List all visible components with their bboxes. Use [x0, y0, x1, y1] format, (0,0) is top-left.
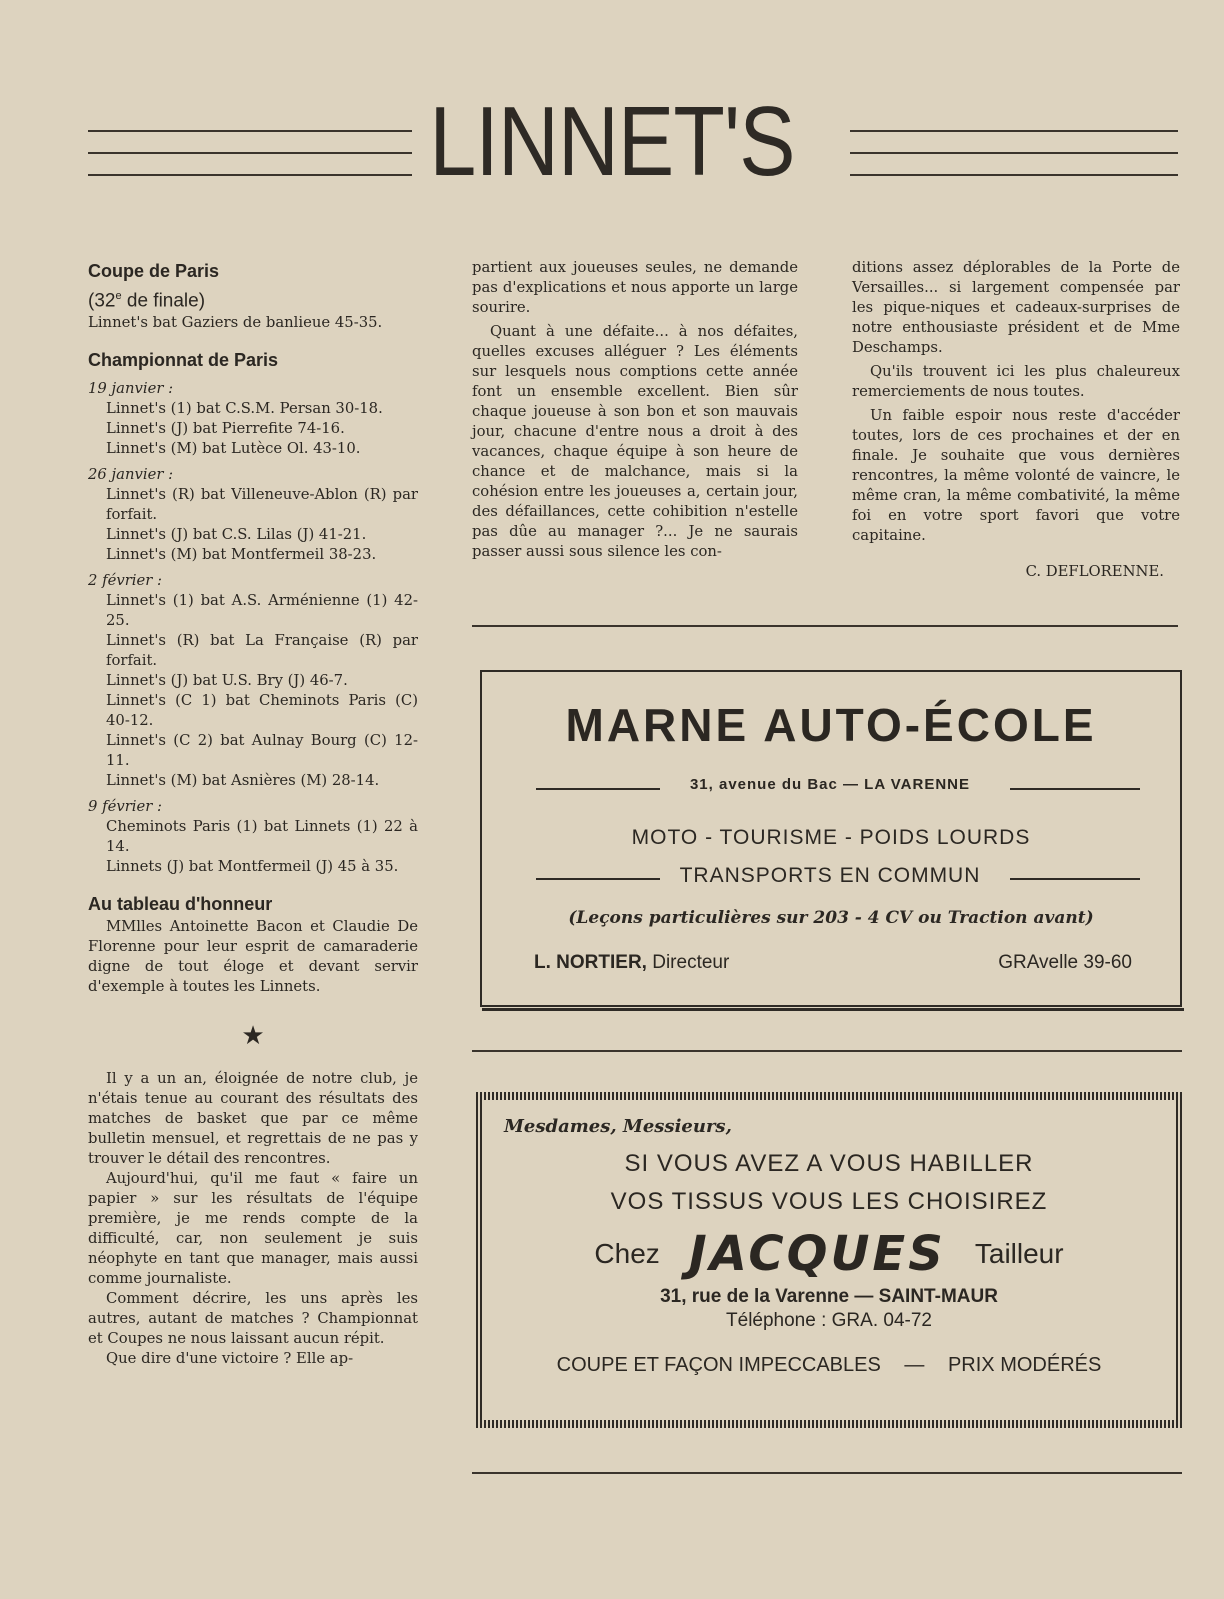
match-result: Linnet's (R) bat Villeneuve-Ablon (R) par forfait. — [106, 486, 418, 524]
match-result: Linnet's (R) bat La Française (R) par forfait. — [106, 632, 418, 670]
results-column — [88, 258, 418, 1369]
article-paragraph: Aujourd'hui, qu'il me faut « faire un papier » sur les résultats de l'équipe première, je me rends compte de la difficulté, car, non seulement je suis néophyte en tant que manager, mais aussi comme journaliste. — [88, 1170, 418, 1288]
match-result: Linnet's (M) bat Montfermeil 38-23. — [106, 546, 377, 564]
ad-marne-phone: GRAvelle 39-60 — [998, 952, 1132, 973]
ad-marne-line1: MOTO - TOURISME - POIDS LOURDS — [631, 826, 1031, 849]
ad-rule — [1010, 878, 1140, 880]
match-result: Linnet's (J) bat Pierrefite 74-16. — [106, 420, 345, 438]
ad-marne-line2: TRANSPORTS EN COMMUN — [679, 864, 981, 887]
match-result: Cheminots Paris (1) bat Linnets (1) 22 à 14. — [106, 818, 418, 856]
coupe-round: (32e de finale) — [88, 290, 206, 312]
match-result: Linnet's (M) bat Lutèce Ol. 43-10. — [106, 440, 361, 458]
divider — [472, 1472, 1182, 1474]
ad-jacques-address: 31, rue de la Varenne — SAINT-MAUR — [660, 1286, 998, 1307]
article-paragraph: Que dire d'une victoire ? Elle ap- — [106, 1350, 354, 1368]
match-result: Linnet's (J) bat U.S. Bry (J) 46-7. — [106, 672, 348, 690]
ad-rule — [536, 878, 660, 880]
coupe-result: Linnet's bat Gaziers de banlieue 45-35. — [88, 314, 383, 332]
article-paragraph: Comment décrire, les uns après les autres, autant de matches ? Championnat et Coupes ne nous laissant aucun répit. — [88, 1290, 418, 1348]
masthead-rule — [850, 152, 1178, 154]
match-date: 19 janvier : — [88, 380, 174, 398]
ad-jacques-trade: Tailleur — [974, 1238, 1064, 1269]
star-icon: ★ — [241, 1021, 265, 1052]
ad-jacques-line2: VOS TISSUS VOUS LES CHOISIREZ — [610, 1188, 1048, 1215]
article-col1 — [88, 1069, 418, 1369]
match-date: 2 février : — [88, 572, 163, 590]
match-result: Linnet's (J) bat C.S. Lilas (J) 41-21. — [106, 526, 367, 544]
article-paragraph: Quant à une défaite... à nos défaites, quelles excuses alléguer ? Les éléments sur lesquels nous comptions cette année font un ensemble excellent. Bien sûr chaque joueuse à son bon et son mauvais jour, chacune d'entre nous a droit à des vacances, chaque équipe à son heure de chance et de malchance, mais si la cohésion entre les joueuses a, certain jour, des défaillances, cette cohibition n'estelle pas dûe au manager ?... Je ne saurais passer aussi sous silence les con- — [472, 323, 798, 560]
match-result: Linnet's (M) bat Asnières (M) 28-14. — [106, 772, 380, 790]
divider — [472, 625, 1178, 627]
match-result: Linnets (J) bat Montfermeil (J) 45 à 35. — [106, 858, 399, 876]
ad-jacques-name: JACQUES — [688, 1226, 946, 1282]
honneur-text: MMlles Antoinette Bacon et Claudie De Florenne pour leur esprit de camaraderie digne de tout éloge et devant servir d'exemple à toutes les Linnets. — [88, 918, 418, 996]
championnat-heading: Championnat de Paris — [88, 350, 279, 371]
article-paragraph: Qu'ils trouvent ici les plus chaleureux remerciements de nous toutes. — [852, 363, 1180, 400]
article-paragraph: Un faible espoir nous reste d'accéder toutes, lors de ces prochaines et der en finale. Je souhaite que vous dernières rencontres, la même volonté de vaincre, le même cran, la même combativité, la même foi en votre sport favori que votre capitaine. — [852, 407, 1180, 544]
match-result: Linnet's (C 1) bat Cheminots Paris (C) 40-12. — [106, 692, 418, 730]
ad-jacques-tagline: COUPE ET FAÇON IMPECCABLES — PRIX MODÉRÉS — [556, 1354, 1102, 1376]
masthead-rule — [88, 152, 412, 154]
ad-marne-auto-ecole — [480, 670, 1182, 1007]
masthead-rule — [88, 174, 412, 176]
divider — [472, 1050, 1182, 1052]
ad-marne-lessons: (Leçons particulières sur 203 - 4 CV ou Traction avant) — [568, 908, 1094, 928]
ad-jacques-name-row — [484, 1226, 1174, 1282]
ad-marne-name: MARNE AUTO-ÉCOLE — [565, 699, 1097, 751]
ad-marne-address: 31, avenue du Bac — LA VARENNE — [689, 776, 971, 793]
match-result: Linnet's (1) bat C.S.M. Persan 30-18. — [106, 400, 383, 418]
article-col2 — [472, 258, 798, 562]
ad-rule — [536, 788, 660, 790]
ad-jacques-line1: SI VOUS AVEZ A VOUS HABILLER — [624, 1150, 1034, 1177]
article-paragraph: ditions assez déplorables de la Porte de Versailles... si largement compensée par les pique-niques et cadeaux-surprises de notre enthousiaste président et de Mme Deschamps. — [852, 259, 1180, 356]
signature: C. DEFLORENNE. — [1025, 563, 1164, 580]
ad-jacques-chez: Chez — [594, 1238, 660, 1269]
masthead-title: LINNET'S — [429, 86, 795, 196]
honneur-heading: Au tableau d'honneur — [88, 894, 273, 915]
ad-jacques-greeting: Mesdames, Messieurs, — [504, 1116, 732, 1137]
ad-marne-director: L. NORTIER, Directeur — [534, 952, 730, 973]
championnat-days — [88, 379, 418, 877]
match-result: Linnet's (C 2) bat Aulnay Bourg (C) 12-11. — [106, 732, 418, 770]
ad-rule — [1010, 788, 1140, 790]
ad-jacques-phone: Téléphone : GRA. 04-72 — [726, 1310, 932, 1331]
match-result: Linnet's (1) bat A.S. Arménienne (1) 42-25. — [106, 592, 418, 630]
match-date: 26 janvier : — [88, 466, 174, 484]
masthead-rule — [850, 130, 1178, 132]
coupe-heading: Coupe de Paris — [88, 261, 220, 281]
match-date: 9 février : — [88, 798, 163, 816]
ad-shadow — [482, 1008, 1184, 1011]
article-paragraph: Il y a un an, éloignée de notre club, je n'étais tenue au courant des résultats des matches de basket que par ce même bulletin mensuel, et regrettais de ne pas y trouver le détail des rencontres. — [88, 1070, 418, 1168]
article-paragraph: partient aux joueuses seules, ne demande pas d'explications et nous apporte un large sourire. — [472, 259, 798, 316]
masthead-rule — [88, 130, 412, 132]
ad-jacques-tailleur — [476, 1092, 1182, 1428]
masthead-rule — [850, 174, 1178, 176]
article-col3 — [852, 258, 1180, 582]
